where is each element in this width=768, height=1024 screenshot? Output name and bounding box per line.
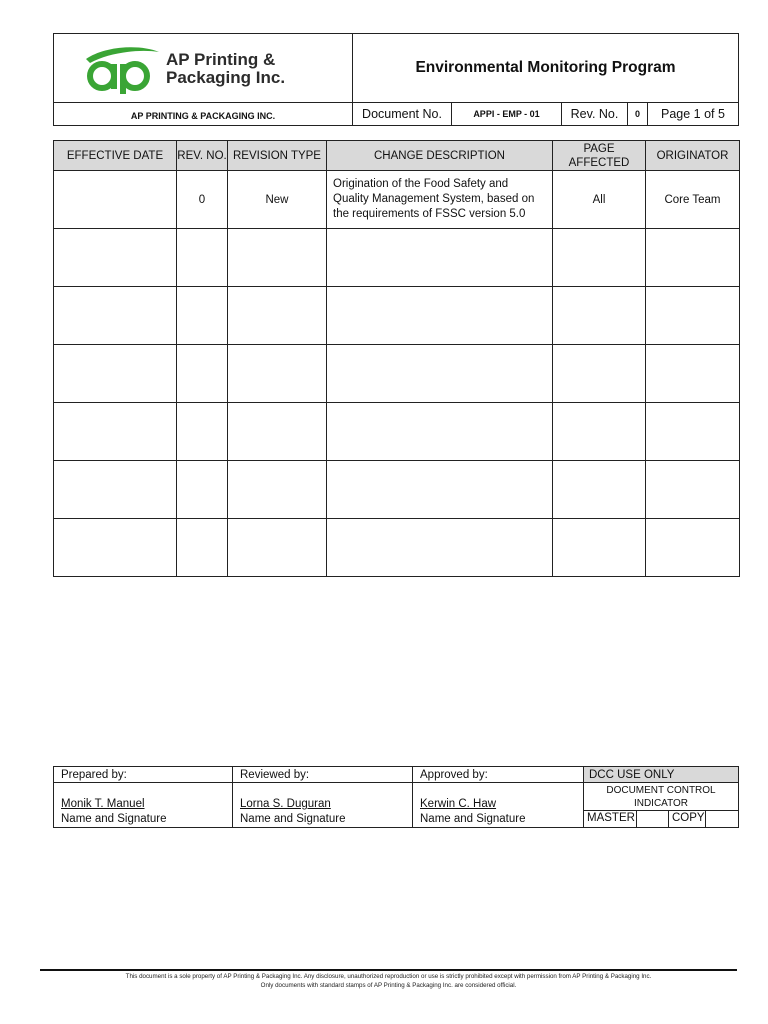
copy-checkbox — [706, 811, 738, 827]
prepared-by-label: Prepared by: — [54, 767, 232, 783]
reviewed-by-section — [233, 767, 413, 827]
column-header-change-description: CHANGE DESCRIPTION — [327, 141, 553, 171]
company-name-small: AP PRINTING & PACKAGING INC. — [54, 103, 353, 125]
originator-cell — [646, 403, 740, 461]
effective-date-cell — [54, 461, 177, 519]
document-info-row — [54, 103, 738, 125]
originator-cell — [646, 461, 740, 519]
table-row — [54, 403, 740, 461]
column-header-effective-date: EFFECTIVE DATE — [54, 141, 177, 171]
revision-type-cell — [228, 229, 327, 287]
reviewed-by-signature-caption: Name and Signature — [240, 813, 346, 825]
effective-date-cell — [54, 345, 177, 403]
rev-no-cell — [177, 403, 228, 461]
table-row — [54, 287, 740, 345]
change-description-cell — [327, 345, 553, 403]
footer-line-2: Only documents with standard stamps of AP Printing & Packaging Inc. are considered official. — [260, 982, 517, 989]
table-row — [54, 461, 740, 519]
approved-by-section — [413, 767, 584, 827]
change-description-cell — [327, 519, 553, 577]
page-affected-cell — [553, 403, 646, 461]
page-affected-cell — [553, 461, 646, 519]
rev-no-cell — [177, 519, 228, 577]
page-affected-cell — [553, 229, 646, 287]
effective-date-cell — [54, 171, 177, 229]
approved-by-label: Approved by: — [413, 767, 583, 783]
company-name — [166, 51, 285, 87]
copy-label: COPY — [669, 811, 706, 827]
change-description-cell — [327, 287, 553, 345]
rev-no-label: Rev. No. — [562, 103, 628, 125]
effective-date-cell — [54, 287, 177, 345]
revision-type-cell — [228, 345, 327, 403]
document-header — [53, 33, 739, 126]
originator-cell: Core Team — [646, 171, 740, 229]
page-affected-cell — [553, 345, 646, 403]
dcc-section — [584, 767, 738, 827]
table-header-row — [54, 141, 740, 171]
effective-date-cell — [54, 403, 177, 461]
document-control-indicator-label: DOCUMENT CONTROL INDICATOR — [606, 785, 716, 809]
approved-by-name: Kerwin C. Haw — [420, 798, 497, 810]
document-no-label: Document No. — [353, 103, 452, 125]
table-row — [54, 519, 740, 577]
company-logo-cell — [54, 34, 353, 103]
change-description-cell — [327, 229, 553, 287]
column-header-page-affected: PAGE AFFECTED — [553, 141, 646, 171]
prepared-by-signature-caption: Name and Signature — [61, 813, 167, 825]
footer-disclaimer — [40, 972, 737, 990]
change-description-cell: Origination of the Food Safety and Quality Management System, based on the requirements of FSSC version 5.0 — [327, 171, 553, 229]
column-header-rev-no: REV. NO. — [177, 141, 228, 171]
approved-by-signature-caption: Name and Signature — [420, 813, 526, 825]
effective-date-cell — [54, 519, 177, 577]
reviewed-by-label: Reviewed by: — [233, 767, 412, 783]
dcc-stamp-row — [584, 810, 738, 827]
company-name-line2: Packaging Inc. — [166, 68, 286, 87]
revision-type-cell — [228, 287, 327, 345]
page-affected-cell — [553, 519, 646, 577]
page-indicator: Page 1 of 5 — [661, 107, 725, 121]
dcc-use-only-label: DCC USE ONLY — [584, 767, 738, 783]
originator-cell — [646, 519, 740, 577]
page-affected-cell: All — [553, 171, 646, 229]
approval-block — [53, 766, 739, 828]
change-description-cell — [327, 461, 553, 519]
rev-no-value: 0 — [628, 103, 648, 125]
table-row — [54, 229, 740, 287]
rev-no-cell — [177, 229, 228, 287]
originator-cell — [646, 345, 740, 403]
table-row — [54, 171, 740, 229]
footer-line-1: This document is a sole property of AP Printing & Packaging Inc. Any disclosure, unauthorized reproduction or use is strictly prohibited except with permission from AP Printing & Packaging Inc. — [125, 973, 652, 980]
change-description-cell — [327, 403, 553, 461]
originator-cell — [646, 287, 740, 345]
ap-logo-icon — [80, 44, 162, 94]
master-label: MASTER — [584, 811, 637, 827]
master-checkbox — [637, 811, 669, 827]
revision-type-cell: New — [228, 171, 327, 229]
effective-date-cell — [54, 229, 177, 287]
rev-no-cell — [177, 287, 228, 345]
originator-cell — [646, 229, 740, 287]
prepared-by-section — [54, 767, 233, 827]
title-cell — [353, 34, 738, 103]
revision-history-table — [53, 140, 740, 577]
company-name-line1: AP Printing & — [166, 50, 276, 69]
rev-no-cell — [177, 345, 228, 403]
column-header-revision-type: REVISION TYPE — [228, 141, 327, 171]
prepared-by-name: Monik T. Manuel — [61, 798, 145, 810]
document-title: Environmental Monitoring Program — [415, 59, 676, 76]
document-no-value: APPI - EMP - 01 — [452, 103, 562, 125]
reviewed-by-name: Lorna S. Duguran — [240, 798, 331, 810]
revision-type-cell — [228, 461, 327, 519]
page-affected-cell — [553, 287, 646, 345]
column-header-originator: ORIGINATOR — [646, 141, 740, 171]
rev-no-cell — [177, 461, 228, 519]
revision-type-cell — [228, 519, 327, 577]
footer-divider — [40, 969, 737, 971]
table-row — [54, 345, 740, 403]
rev-no-cell: 0 — [177, 171, 228, 229]
revision-type-cell — [228, 403, 327, 461]
